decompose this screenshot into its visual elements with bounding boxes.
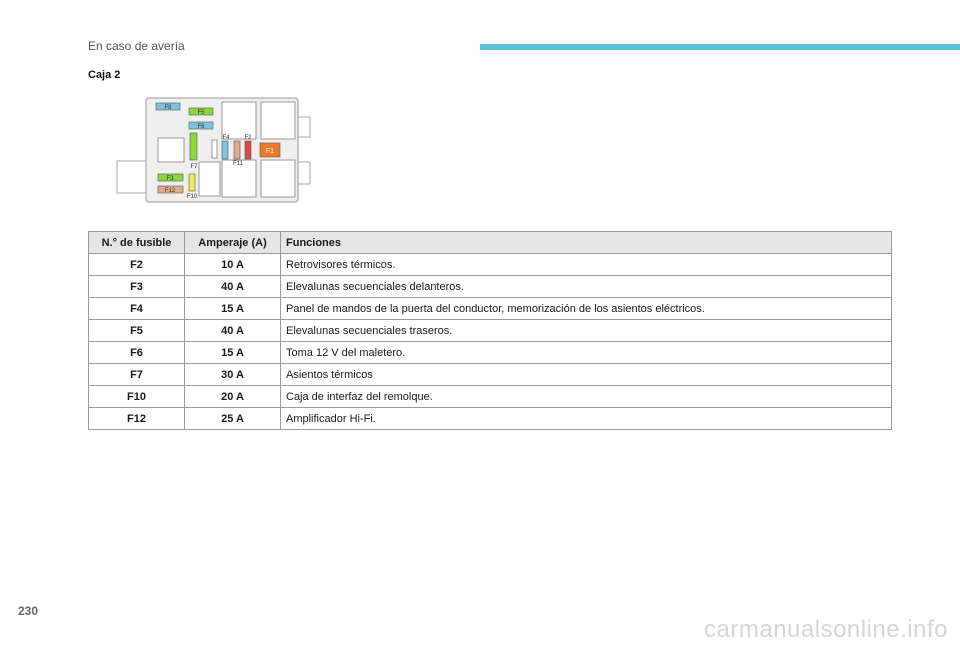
fuse-number: F12 — [89, 408, 185, 430]
fuse-label-f12: F12 — [164, 188, 176, 194]
header-title: En caso de avería — [88, 39, 185, 53]
fuse-function: Panel de mandos de la puerta del conductor, memorización de los asientos eléctricos. — [281, 298, 892, 320]
fuse-function: Asientos térmicos — [281, 364, 892, 386]
fuse-table — [88, 231, 892, 430]
fuse-function: Caja de interfaz del remolque. — [281, 386, 892, 408]
fuse-amperage: 40 A — [185, 276, 281, 298]
fuse-number: F4 — [89, 298, 185, 320]
fuse-amperage: 20 A — [185, 386, 281, 408]
fuse-function: Elevalunas secuenciales delanteros. — [281, 276, 892, 298]
table-row — [89, 276, 892, 298]
table-row — [89, 386, 892, 408]
fuse-label-f3: F3 — [166, 176, 174, 182]
table-row — [89, 320, 892, 342]
header-functions: Funciones — [281, 232, 892, 254]
fuse-label-f7: F7 — [190, 164, 198, 170]
table-row — [89, 298, 892, 320]
table-row — [89, 254, 892, 276]
fuse-label-f11: F11 — [233, 161, 243, 167]
fuse-box-diagram — [110, 95, 320, 210]
fuse-number: F10 — [89, 386, 185, 408]
table-row — [89, 364, 892, 386]
fuse-label-f5: F5 — [197, 110, 205, 116]
fuse-label-f8: F8 — [164, 105, 172, 111]
fuse-number: F6 — [89, 342, 185, 364]
fuse-amperage: 25 A — [185, 408, 281, 430]
fuse-label-f4: F4 — [222, 135, 230, 141]
header-fuse-number: N.° de fusible — [89, 232, 185, 254]
fuse-number: F5 — [89, 320, 185, 342]
table-row — [89, 408, 892, 430]
header-accent-bar — [480, 44, 960, 50]
fuse-number: F7 — [89, 364, 185, 386]
fuse-amperage: 15 A — [185, 342, 281, 364]
fuse-amperage: 40 A — [185, 320, 281, 342]
fuse-amperage: 30 A — [185, 364, 281, 386]
table-header-row — [89, 232, 892, 254]
section-title: Caja 2 — [88, 69, 121, 81]
fuse-function: Toma 12 V del maletero. — [281, 342, 892, 364]
fuse-number: F3 — [89, 276, 185, 298]
fuse-function: Amplificador Hi-Fi. — [281, 408, 892, 430]
fuse-label-f2: F2 — [244, 135, 252, 141]
table-row — [89, 342, 892, 364]
fuse-label-f10: F10 — [186, 194, 198, 200]
fuse-function: Retrovisores térmicos. — [281, 254, 892, 276]
header-amperage: Amperaje (A) — [185, 232, 281, 254]
fuse-function: Elevalunas secuenciales traseros. — [281, 320, 892, 342]
fuse-label-f6: F6 — [197, 124, 205, 130]
fuse-amperage: 10 A — [185, 254, 281, 276]
fuse-label-f1: F1 — [265, 148, 275, 155]
page-number: 230 — [18, 604, 39, 618]
fuse-amperage: 15 A — [185, 298, 281, 320]
watermark: carmanualsonline.info — [704, 616, 948, 643]
fuse-number: F2 — [89, 254, 185, 276]
